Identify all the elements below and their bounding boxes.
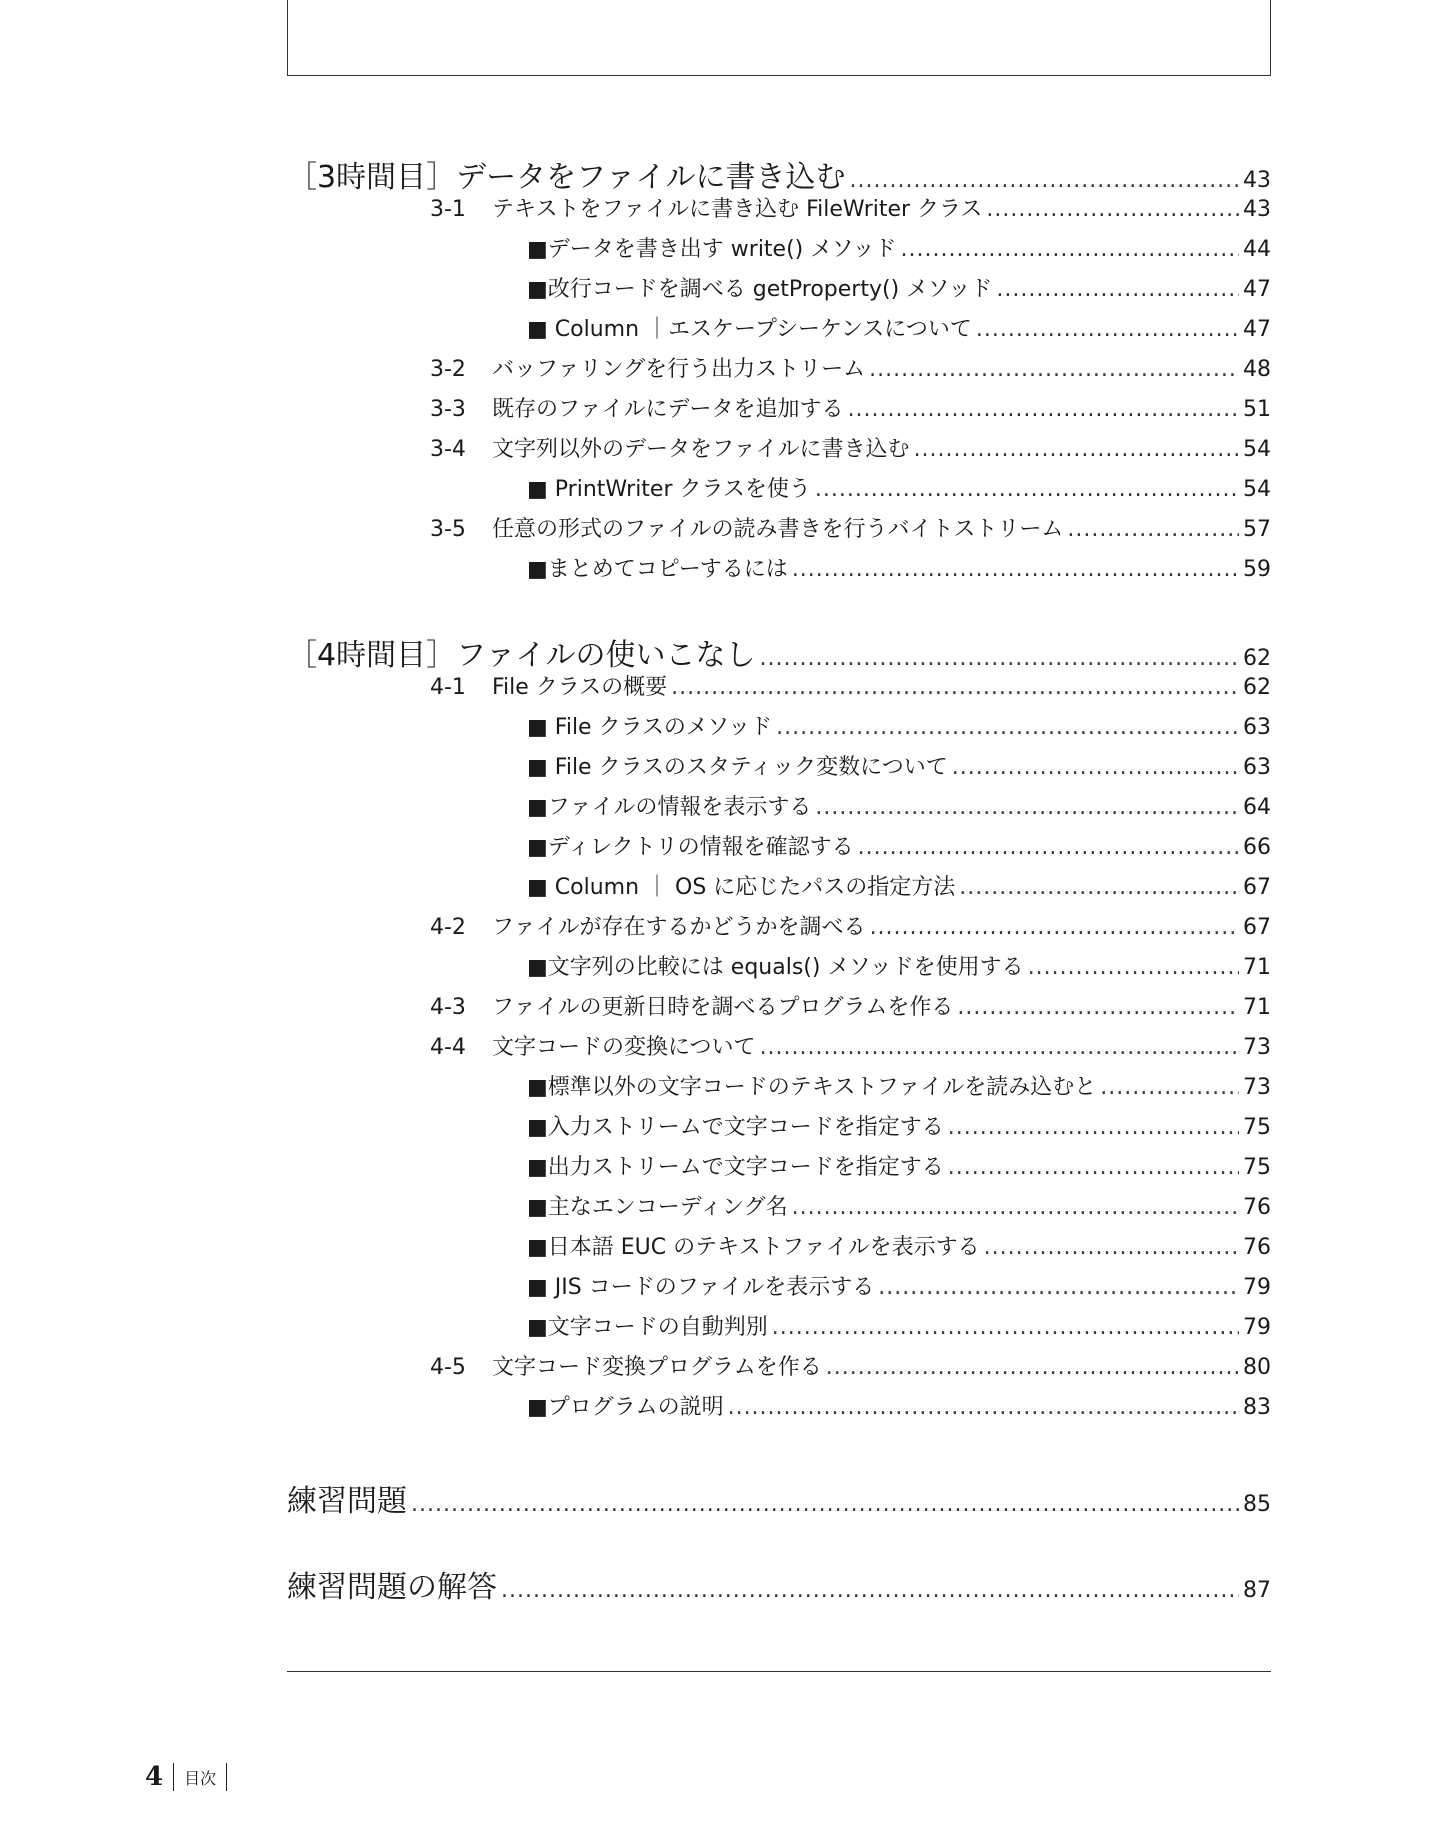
subsection-title: ■主なエンコーディング名 <box>527 1195 788 1220</box>
chapter-page-number: 85 <box>1243 1492 1271 1517</box>
section-page-number: 67 <box>1243 915 1271 940</box>
toc-subsection-entry[interactable] <box>287 552 1271 592</box>
subsection-page-number: 76 <box>1243 1195 1271 1220</box>
toc-subsection-entry[interactable] <box>287 1190 1271 1230</box>
section-number: 4-5 <box>430 1355 466 1380</box>
section-number: 3-4 <box>430 437 466 462</box>
subsection-title: ■標準以外の文字コードのテキストファイルを読み込むと <box>527 1075 1097 1100</box>
section-number: 3-1 <box>430 197 466 222</box>
chapter-page-number: 62 <box>1243 646 1271 671</box>
dot-leader <box>959 875 1239 900</box>
dot-leader <box>815 795 1239 820</box>
section-title: ファイルの更新日時を調べるプログラムを作る <box>492 995 954 1020</box>
subsection-page-number: 44 <box>1243 237 1271 262</box>
dot-leader <box>792 557 1239 582</box>
subsection-title: ■ JIS コードのファイルを表示する <box>527 1275 875 1300</box>
dot-leader <box>870 915 1239 940</box>
section-title: ファイルが存在するかどうかを調べる <box>492 915 866 940</box>
section-page-number: 73 <box>1243 1035 1271 1060</box>
toc-subsection-entry[interactable] <box>287 312 1271 352</box>
toc-subsection-entry[interactable] <box>287 1070 1271 1110</box>
chapter-page-number: 43 <box>1243 168 1271 193</box>
toc-subsection-entry[interactable] <box>287 870 1271 910</box>
dot-leader <box>792 1195 1239 1220</box>
section-title: 既存のファイルにデータを追加する <box>492 397 844 422</box>
section-title: File クラスの概要 <box>492 675 668 700</box>
toc-subsection-entry[interactable] <box>287 1390 1271 1430</box>
chapter-gap <box>287 1430 1271 1476</box>
toc-section-entry[interactable] <box>287 990 1271 1030</box>
subsection-page-number: 73 <box>1243 1075 1271 1100</box>
toc-subsection-entry[interactable] <box>287 750 1271 790</box>
dot-leader <box>952 755 1239 780</box>
dot-leader <box>1100 1075 1239 1100</box>
chapter-page-number: 87 <box>1243 1578 1271 1603</box>
subsection-page-number: 63 <box>1243 755 1271 780</box>
toc-subsection-entry[interactable] <box>287 950 1271 990</box>
section-number: 3-3 <box>430 397 466 422</box>
footer-section-title: 目次 <box>184 1768 217 1788</box>
page-footer <box>145 1762 237 1792</box>
section-page-number: 57 <box>1243 517 1271 542</box>
toc-chapter-entry[interactable] <box>287 1476 1271 1519</box>
toc-subsection-entry[interactable] <box>287 710 1271 750</box>
chapter-title: ［3時間目］データをファイルに書き込む <box>287 160 846 195</box>
section-page-number: 51 <box>1243 397 1271 422</box>
subsection-title: ■ Column ｜ OS に応じたパスの指定方法 <box>527 875 956 900</box>
dot-leader <box>976 317 1239 342</box>
section-page-number: 80 <box>1243 1355 1271 1380</box>
subsection-page-number: 54 <box>1243 477 1271 502</box>
toc-subsection-entry[interactable] <box>287 790 1271 830</box>
toc-subsection-entry[interactable] <box>287 1150 1271 1190</box>
section-number: 4-2 <box>430 915 466 940</box>
toc-section-entry[interactable] <box>287 392 1271 432</box>
subsection-page-number: 76 <box>1243 1235 1271 1260</box>
section-title: 任意の形式のファイルの読み書きを行うバイトストリーム <box>492 517 1064 542</box>
subsection-page-number: 75 <box>1243 1115 1271 1140</box>
subsection-page-number: 59 <box>1243 557 1271 582</box>
dot-leader <box>760 1035 1239 1060</box>
dot-leader <box>869 357 1239 382</box>
subsection-title: ■まとめてコピーするには <box>527 557 788 582</box>
subsection-title: ■入力ストリームで文字コードを指定する <box>527 1115 944 1140</box>
table-of-contents <box>287 152 1271 1605</box>
toc-chapter-entry[interactable] <box>287 152 1271 195</box>
subsection-title: ■データを書き出す write() メソッド <box>527 237 897 262</box>
dot-leader <box>986 197 1239 222</box>
subsection-title: ■日本語 EUC のテキストファイルを表示する <box>527 1235 980 1260</box>
toc-subsection-entry[interactable] <box>287 472 1271 512</box>
dot-leader <box>728 1395 1239 1420</box>
dot-leader <box>878 1275 1239 1300</box>
dot-leader <box>957 995 1239 1020</box>
chapter-title: ［4時間目］ファイルの使いこなし <box>287 638 756 673</box>
toc-section-entry[interactable] <box>287 192 1271 232</box>
subsection-page-number: 47 <box>1243 277 1271 302</box>
dot-leader <box>948 1155 1239 1180</box>
dot-leader <box>996 277 1239 302</box>
footer-divider <box>226 1763 227 1791</box>
dot-leader <box>914 437 1239 462</box>
subsection-page-number: 79 <box>1243 1275 1271 1300</box>
subsection-title: ■ File クラスのメソッド <box>527 715 773 740</box>
section-number: 4-4 <box>430 1035 466 1060</box>
dot-leader <box>760 646 1240 671</box>
toc-chapter-entry[interactable] <box>287 1562 1271 1605</box>
subsection-title: ■文字列の比較には equals() メソッドを使用する <box>527 955 1024 980</box>
subsection-page-number: 64 <box>1243 795 1271 820</box>
toc-subsection-entry[interactable] <box>287 272 1271 312</box>
dot-leader <box>776 715 1239 740</box>
footer-divider <box>173 1763 174 1791</box>
section-title: 文字コード変換プログラムを作る <box>492 1355 822 1380</box>
bottom-rule <box>287 1671 1271 1672</box>
chapter-title: 練習問題の解答 <box>287 1570 497 1605</box>
subsection-title: ■出力ストリームで文字コードを指定する <box>527 1155 944 1180</box>
dot-leader <box>850 168 1240 193</box>
section-page-number: 43 <box>1243 197 1271 222</box>
section-page-number: 71 <box>1243 995 1271 1020</box>
dot-leader <box>671 675 1239 700</box>
dot-leader <box>1067 517 1239 542</box>
subsection-page-number: 83 <box>1243 1395 1271 1420</box>
dot-leader <box>411 1492 1239 1517</box>
dot-leader <box>1028 955 1239 980</box>
dot-leader <box>948 1115 1239 1140</box>
toc-subsection-entry[interactable] <box>287 1270 1271 1310</box>
dot-leader <box>858 835 1239 860</box>
section-number: 4-1 <box>430 675 466 700</box>
subsection-title: ■改行コードを調べる getProperty() メソッド <box>527 277 993 302</box>
section-title: テキストをファイルに書き込む FileWriter クラス <box>492 197 983 222</box>
section-number: 3-5 <box>430 517 466 542</box>
toc-section-entry[interactable] <box>287 670 1271 710</box>
toc-section-entry[interactable] <box>287 352 1271 392</box>
chapter-gap <box>287 592 1271 630</box>
subsection-page-number: 66 <box>1243 835 1271 860</box>
chapter-title: 練習問題 <box>287 1484 407 1519</box>
subsection-title: ■ File クラスのスタティック変数について <box>527 755 948 780</box>
dot-leader <box>772 1315 1239 1340</box>
subsection-page-number: 71 <box>1243 955 1271 980</box>
subsection-title: ■ディレクトリの情報を確認する <box>527 835 854 860</box>
toc-section-entry[interactable] <box>287 512 1271 552</box>
dot-leader <box>984 1235 1239 1260</box>
section-number: 4-3 <box>430 995 466 1020</box>
section-title: 文字コードの変換について <box>492 1035 756 1060</box>
subsection-page-number: 47 <box>1243 317 1271 342</box>
top-frame-box <box>287 0 1271 76</box>
toc-section-entry[interactable] <box>287 432 1271 472</box>
section-page-number: 54 <box>1243 437 1271 462</box>
section-title: 文字列以外のデータをファイルに書き込む <box>492 437 910 462</box>
subsection-title: ■文字コードの自動判別 <box>527 1315 768 1340</box>
subsection-page-number: 67 <box>1243 875 1271 900</box>
subsection-page-number: 63 <box>1243 715 1271 740</box>
subsection-title: ■ファイルの情報を表示する <box>527 795 812 820</box>
dot-leader <box>826 1355 1239 1380</box>
toc-subsection-entry[interactable] <box>287 1110 1271 1150</box>
dot-leader <box>848 397 1239 422</box>
toc-subsection-entry[interactable] <box>287 1230 1271 1270</box>
section-page-number: 62 <box>1243 675 1271 700</box>
section-number: 3-2 <box>430 357 466 382</box>
section-title: バッファリングを行う出力ストリーム <box>492 357 866 382</box>
dot-leader <box>901 237 1240 262</box>
toc-section-entry[interactable] <box>287 1350 1271 1390</box>
subsection-title: ■プログラムの説明 <box>527 1395 724 1420</box>
toc-subsection-entry[interactable] <box>287 232 1271 272</box>
dot-leader <box>501 1578 1239 1603</box>
chapter-gap <box>287 1516 1271 1562</box>
subsection-title: ■ Column ｜エスケープシーケンスについて <box>527 317 972 342</box>
toc-chapter-entry[interactable] <box>287 630 1271 673</box>
toc-section-entry[interactable] <box>287 1030 1271 1070</box>
footer-page-number: 4 <box>145 1762 164 1792</box>
subsection-page-number: 79 <box>1243 1315 1271 1340</box>
toc-section-entry[interactable] <box>287 910 1271 950</box>
subsection-title: ■ PrintWriter クラスを使う <box>527 477 811 502</box>
dot-leader <box>815 477 1239 502</box>
toc-subsection-entry[interactable] <box>287 830 1271 870</box>
toc-subsection-entry[interactable] <box>287 1310 1271 1350</box>
section-page-number: 48 <box>1243 357 1271 382</box>
subsection-page-number: 75 <box>1243 1155 1271 1180</box>
